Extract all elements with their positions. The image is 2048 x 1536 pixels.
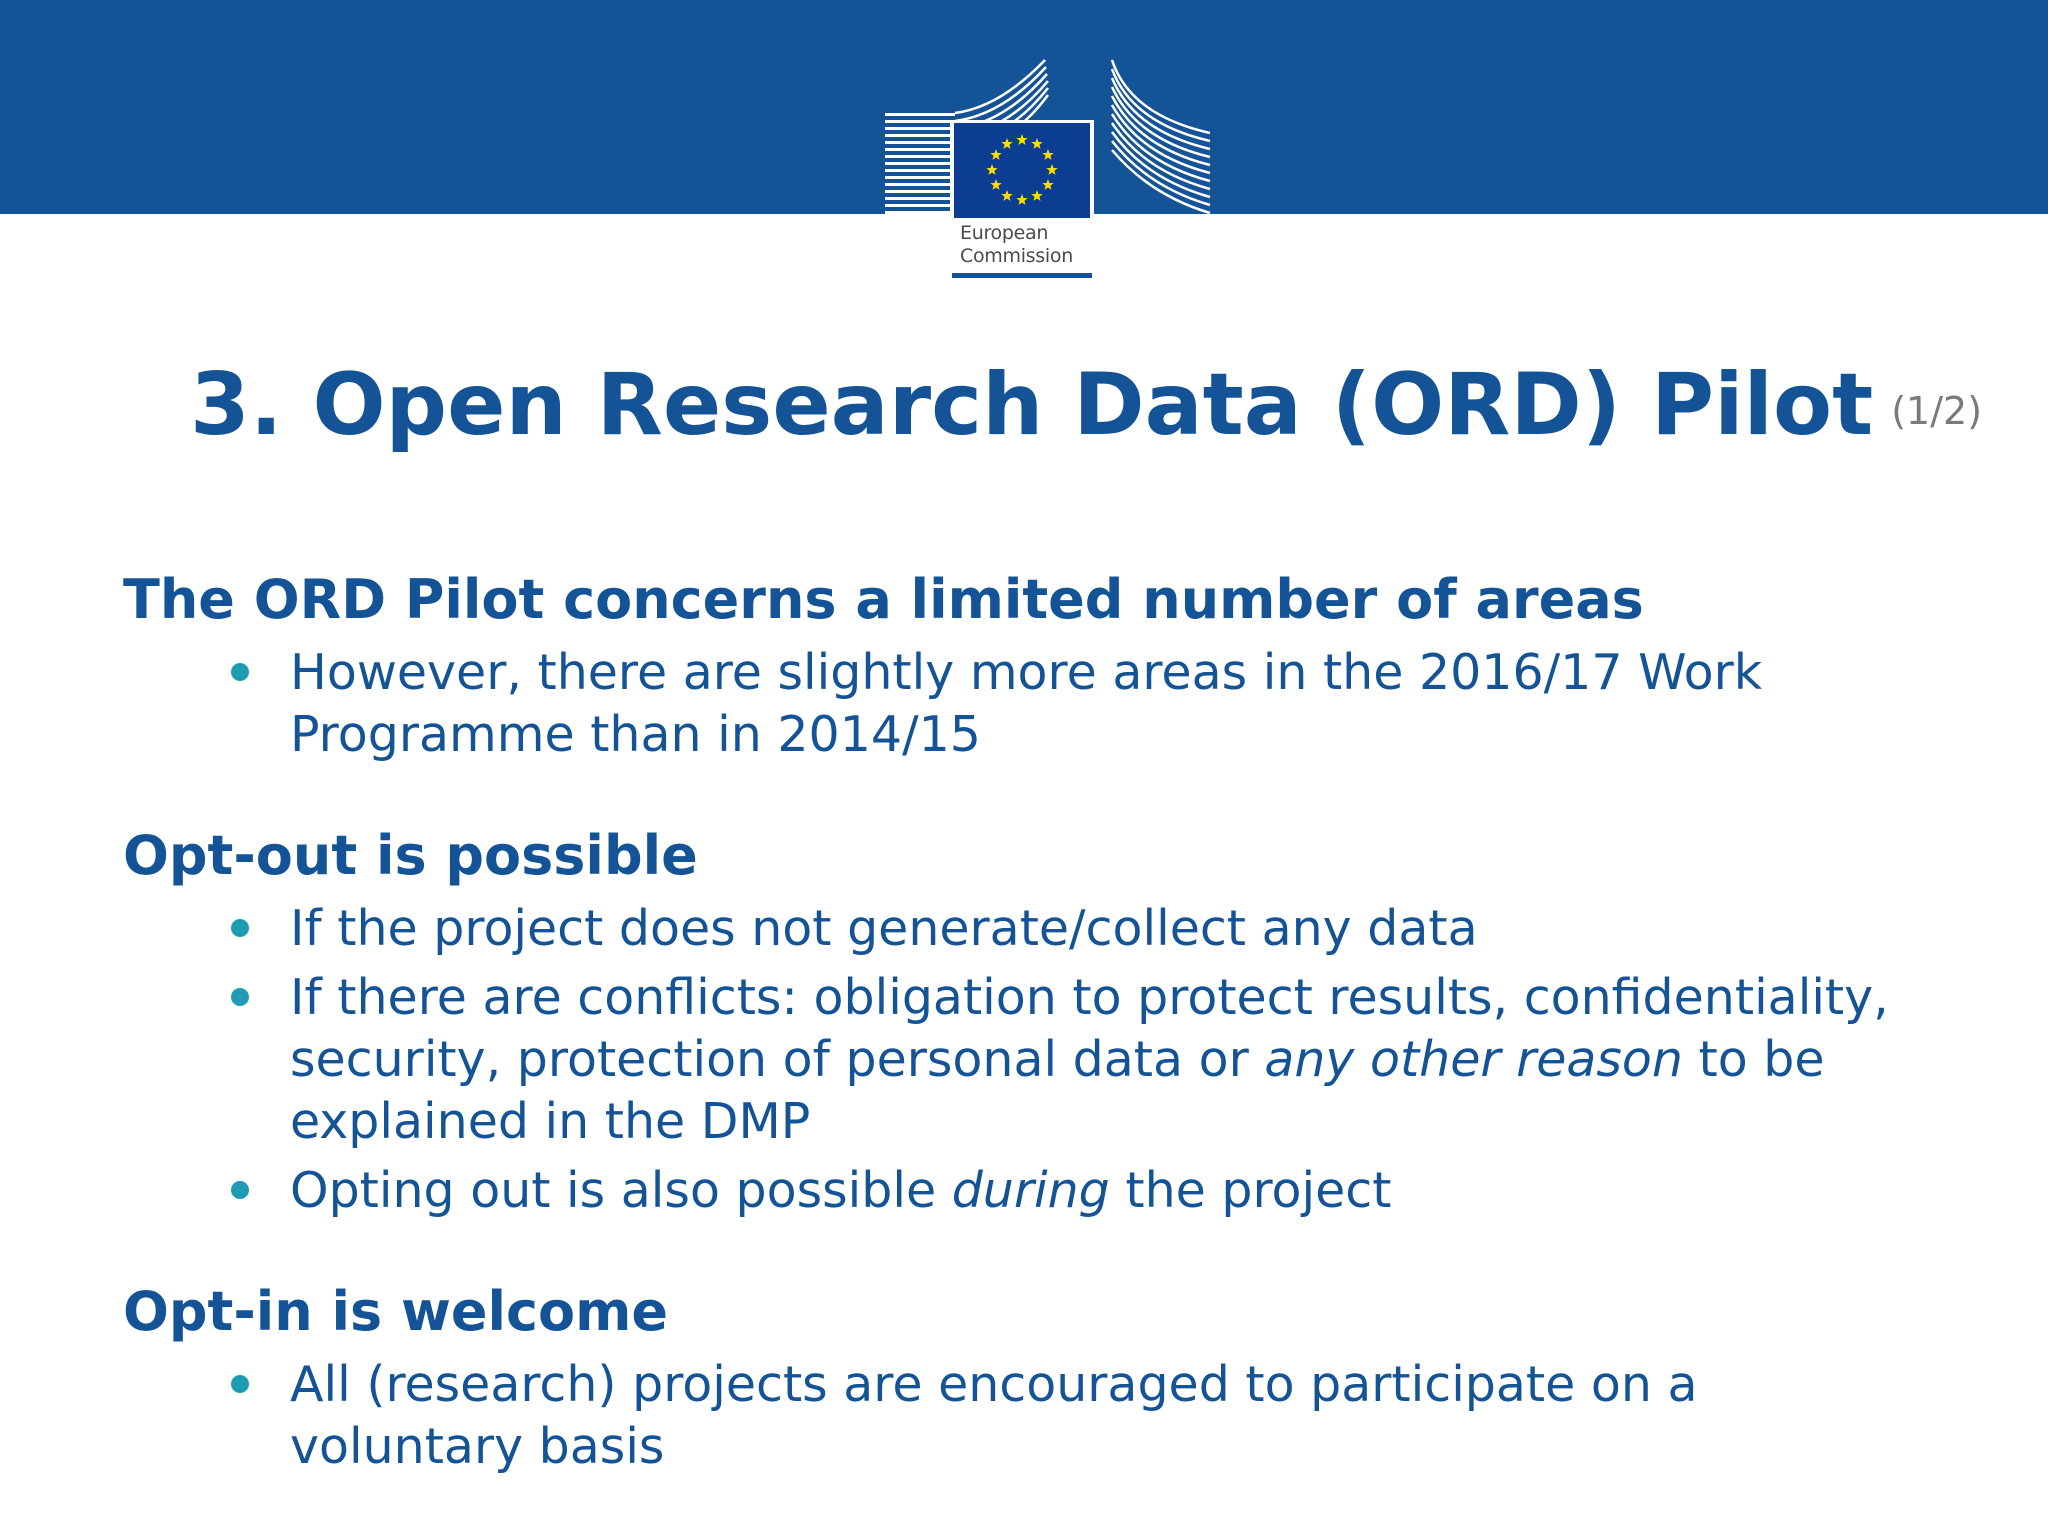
- section-opt-in: [123, 1277, 1943, 1478]
- berlaymont-building-icon: [880, 55, 1220, 230]
- bullet-text-end: the project: [1109, 1162, 1392, 1219]
- section-heading: Opt-out is possible: [123, 824, 698, 887]
- page-indicator: (1/2): [1891, 389, 1983, 433]
- bullet-text-start: Opting out is also possible: [290, 1162, 952, 1219]
- bullet-dot-icon: [231, 663, 249, 681]
- logo-line-1: European: [960, 222, 1049, 244]
- list-item: [123, 898, 1943, 960]
- list-item: [123, 967, 1943, 1153]
- section-opt-out: [123, 821, 1943, 1222]
- section-heading: Opt-in is welcome: [123, 1280, 669, 1343]
- bullet-text-end: to be explained in the DMP: [290, 1031, 1825, 1150]
- bullet-dot-icon: [231, 1375, 249, 1393]
- list-item: [123, 1354, 1943, 1478]
- logo-line-2: Commission: [960, 245, 1073, 267]
- bullet-list: [123, 642, 1943, 766]
- section-ord-pilot-areas: [123, 565, 1943, 766]
- list-item: [123, 1160, 1943, 1222]
- bullet-dot-icon: [231, 919, 249, 937]
- bullet-dot-icon: [231, 1181, 249, 1199]
- bullet-list: [123, 1354, 1943, 1478]
- slide-body: [123, 565, 1943, 1478]
- bullet-dot-icon: [231, 988, 249, 1006]
- logo-underline: [952, 273, 1092, 278]
- bullet-text-emphasis: during: [951, 1162, 1110, 1219]
- bullet-text-emphasis: any other reason: [1264, 1031, 1683, 1088]
- list-item: [123, 642, 1943, 766]
- bullet-text: However, there are slightly more areas in the 2016/17 Work Programme than in 2014/15: [290, 644, 1763, 763]
- logo-wordmark: [960, 222, 1073, 268]
- page-title: [190, 350, 1982, 466]
- european-commission-logo: [880, 55, 1220, 285]
- bullet-text: All (research) projects are encouraged to participate on a voluntary basis: [290, 1356, 1698, 1475]
- bullet-text-start: If there are conflicts: obligation to protect results, confidentiality, security, protection of personal data or: [290, 969, 1889, 1088]
- bullet-text: If the project does not generate/collect any data: [290, 900, 1478, 957]
- bullet-list: [123, 898, 1943, 1222]
- title-text: 3. Open Research Data (ORD) Pilot: [190, 355, 1874, 455]
- section-heading: The ORD Pilot concerns a limited number of areas: [123, 568, 1644, 631]
